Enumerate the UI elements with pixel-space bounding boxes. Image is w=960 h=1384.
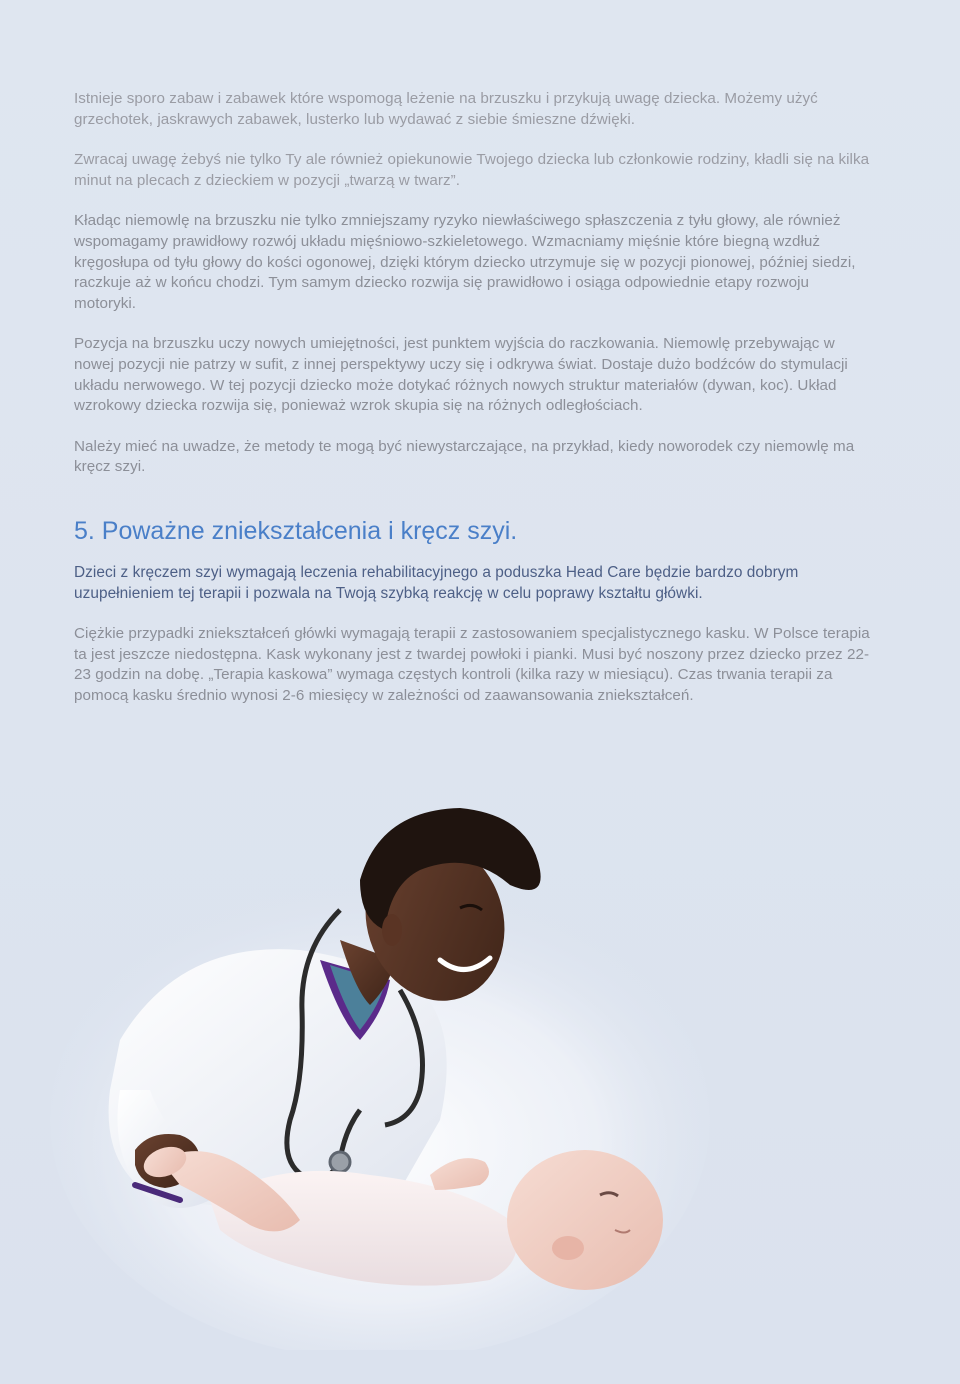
section-body: Ciężkie przypadki zniekształceń główki wymagają terapii z zastosowaniem specjalistycznego kasku. W Polsce terapia ta jest jeszcze niedostępna. Kask wykonany jest z twardej powłoki i pianki. Musi być noszony przez dziecko przez 22-23 godzin na dobę. „Terapia kaskowa” wymaga częstych kontroli (kilka razy w miesiącu). Czas trwania terapii za pomocą kasku średnio wynosi 2-6 miesięcy w zależności od zaawansowania zniekształceń. xyxy=(74,625,870,704)
section-lead: Dzieci z kręczem szyi wymagają leczenia rehabilitacyjnego a poduszka Head Care będzie bardzo dobrym uzupełnieniem tej terapii i pozwala na Twoją szybką reakcję w celu poprawy kształtu główki. xyxy=(74,563,799,602)
text-column xyxy=(74,89,874,726)
paragraph-face-to-face: Zwracaj uwagę żebyś nie tylko Ty ale również opiekunowie Twojego dziecka lub członkowie rodziny, kładli się na kilka minut na plecach z dzieckiem w pozycji „twarzą w twarz”. xyxy=(74,151,870,189)
paragraph-muscles: Kładąc niemowlę na brzuszku nie tylko zmniejszamy ryzyko niewłaściwego spłaszczenia z tyłu głowy, ale również wspomagamy prawidłowy rozwój układu mięśniowo-szkieletowego. Wzmacniamy mięśnie które biegną wzdłuż kręgosłupa od tyłu głowy do kości ogonowej, dzięki którym dziecko utrzymuje się w pozycji pionowej, później siedzi, raczkuje aż w końcu chodzi. Tym samym dziecko rozwija się prawidłowo i osiąga odpowiednie etapy rozwoju motoryki. xyxy=(74,212,856,312)
paragraph-toys: Istnieje sporo zabaw i zabawek które wspomogą leżenie na brzuszku i przykują uwagę dziecka. Możemy użyć grzechotek, jaskrawych zabawek, lusterko lub wydawać z siebie śmieszne dźwięki. xyxy=(74,90,818,128)
doctor-with-baby-illustration xyxy=(40,790,720,1350)
paragraph-note: Należy mieć na uwadze, że metody te mogą być niewystarczające, na przykład, kiedy noworodek czy niemowlę ma kręcz szyi. xyxy=(74,437,855,476)
baby-head xyxy=(507,1150,663,1290)
section-heading: 5. Poważne zniekształcenia i kręcz szyi. xyxy=(74,516,518,545)
paragraph-new-skills: Pozycja na brzuszku uczy nowych umiejętności, jest punktem wyjścia do raczkowania. Niemowlę przebywając w nowej pozycji nie patrzy w sufit, z innej perspektywy uczy się i odkrywa świat. Dostaje dużo bodźców do stymulacji układu nerwowego. W tej pozycji dziecko może dotykać różnych nowych struktur materiałów (dywan, koc). Układ wzrokowy dziecka rozwija się, ponieważ wzrok skupia się na różnych odległościach. xyxy=(74,335,848,415)
